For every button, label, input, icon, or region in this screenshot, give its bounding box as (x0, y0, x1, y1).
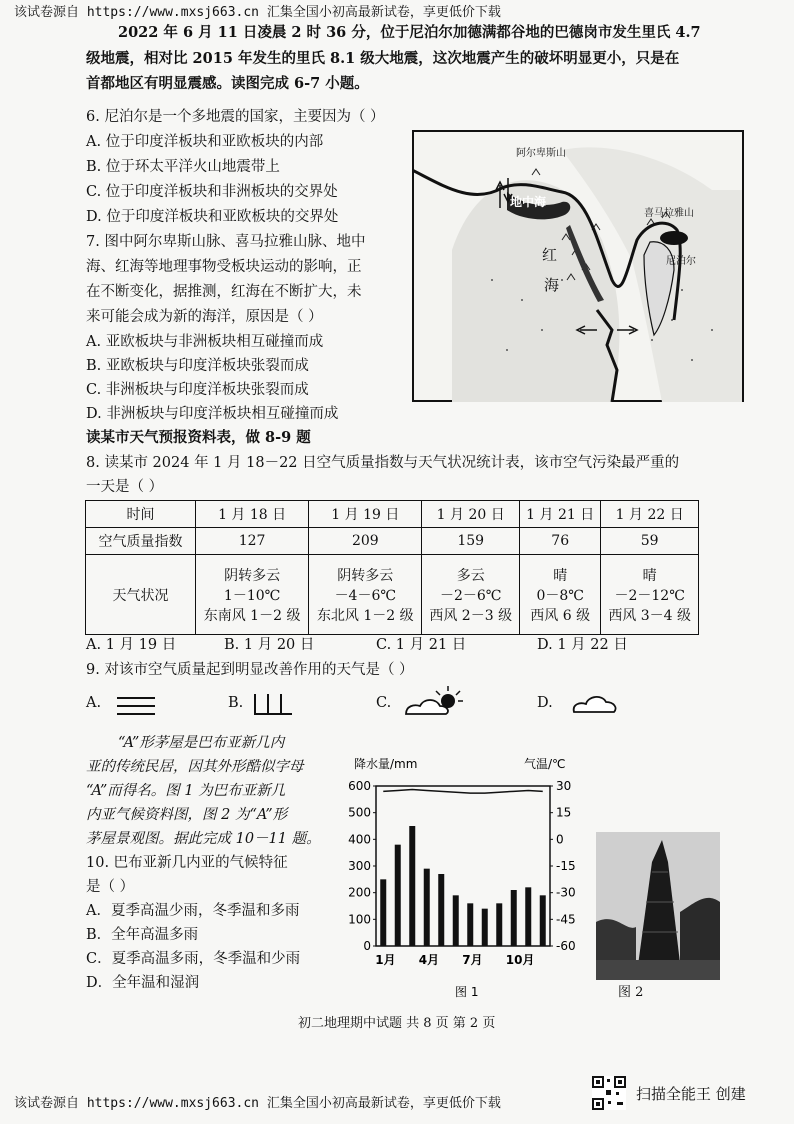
map-label-mediterranean: 地中海 (510, 195, 547, 209)
table-header-cell: 1 月 18 日 (196, 501, 309, 528)
y-left-tick-label: 300 (348, 859, 371, 873)
weather-table (85, 500, 699, 635)
table-cell: 晴 －2－12℃ 西风 3－4 级 (601, 555, 699, 635)
q7-stem-2: 海、红海等地理事物受板块运动的影响，正 (86, 259, 362, 275)
q8-option-b[interactable]: B. 1 月 20 日 (224, 637, 315, 653)
q9-stem: 9. 对该市空气质量起到明显改善作用的天气是（ ） (86, 662, 414, 678)
intro-line-1: 2022 年 6 月 11 日凌晨 2 时 36 分，位于尼泊尔加德满都谷地的巴德岗市发生里氏 4.7 (118, 24, 701, 41)
cloudy-icon (570, 690, 620, 718)
map-label-alps: 阿尔卑斯山 (516, 148, 566, 159)
precip-bar (496, 903, 502, 946)
table-cell: 晴 0－8℃ 西风 6 级 (520, 555, 601, 635)
map-label-red: 红 (542, 246, 558, 264)
table-header-cell: 1 月 20 日 (422, 501, 520, 528)
q7-stem-3: 在不断变化，据推测，红海在不断扩大，未 (86, 284, 362, 300)
table-row (86, 555, 699, 635)
q9-option-b[interactable]: B. (228, 695, 244, 711)
y-left-tick-label: 200 (348, 885, 371, 900)
precip-bar (511, 890, 517, 946)
table-cell: 159 (422, 528, 520, 555)
y-right-tick-label: 30 (556, 779, 572, 793)
table-cell: 空气质量指数 (86, 528, 196, 555)
scanner-watermark: 扫描全能王 创建 (636, 1085, 746, 1103)
png-passage-1: “A”形茅屋是巴布亚新几内 (118, 735, 285, 751)
fig2-label: 图 2 (618, 985, 644, 1000)
y-right-tick-label: 15 (556, 805, 572, 820)
precip-bar (424, 869, 430, 946)
table-header-cell: 1 月 22 日 (601, 501, 699, 528)
q6-option-b[interactable]: B. 位于环太平洋火山地震带上 (86, 159, 280, 175)
q8-stem-2: 一天是（ ） (86, 479, 164, 495)
read-instruction: 读某市天气预报资料表，做 8-9 题 (86, 429, 311, 446)
q9-option-a[interactable]: A. (86, 695, 102, 711)
y-left-tick-label: 500 (348, 805, 371, 820)
q7-option-a[interactable]: A. 亚欧板块与非洲板块相互碰撞而成 (86, 334, 324, 350)
table-cell: 天气状况 (86, 555, 196, 635)
q10-option-b[interactable]: B．全年高温多雨 (86, 927, 199, 943)
chart-left-label: 降水量/mm (354, 757, 418, 771)
table-cell: 59 (601, 528, 699, 555)
map-label-himalaya: 喜马拉雅山 (644, 208, 694, 219)
table-cell: 127 (196, 528, 309, 555)
q8-option-a[interactable]: A. 1 月 19 日 (86, 637, 177, 653)
q9-option-d[interactable]: D. (537, 695, 553, 711)
q8-option-c[interactable]: C. 1 月 21 日 (376, 637, 467, 653)
intro-line-3: 首都地区有明显震感。读图完成 6-7 小题。 (86, 75, 369, 92)
table-cell: 多云 －2－6℃ 西风 2－3 级 (422, 555, 520, 635)
precip-bar (453, 895, 459, 946)
source-header: 该试卷源自 https://www.mxsj663.cn 汇集全国小初高最新试卷，享更低价下载 (14, 5, 501, 20)
q7-stem-4: 来可能会成为新的海洋，原因是（ ） (86, 309, 323, 325)
x-tick-label: 10月 (505, 953, 535, 967)
y-right-tick-label: -60 (556, 939, 576, 953)
y-right-tick-label: -15 (556, 859, 576, 873)
rain-symbol-icon (252, 692, 296, 718)
precip-bar (380, 879, 386, 946)
q7-option-d[interactable]: D. 非洲板块与印度洋板块相互碰撞而成 (86, 406, 339, 422)
precip-bar (409, 826, 415, 946)
q10-option-d[interactable]: D．全年温和湿润 (86, 975, 200, 991)
table-header-cell: 1 月 19 日 (309, 501, 422, 528)
q10-option-c[interactable]: C．夏季高温多雨，冬季温和少雨 (86, 951, 301, 967)
table-header-row (86, 501, 699, 528)
precip-bar (395, 845, 401, 946)
precip-bar (438, 874, 444, 946)
climate-chart (336, 752, 596, 1002)
precip-bar (467, 903, 473, 946)
temperature-line (383, 790, 543, 794)
q10-stem-1: 10. 巴布亚新几内亚的气候特征 (86, 855, 288, 871)
x-tick-label: 4月 (418, 953, 440, 967)
y-right-tick-label: -45 (556, 912, 576, 927)
precip-bar (540, 895, 546, 946)
table-header-cell: 时间 (86, 501, 196, 528)
precip-bar (482, 909, 488, 946)
q9-option-c[interactable]: C. (376, 695, 392, 711)
png-passage-4: 内亚气候资料图，图 2 为“A”形 (86, 807, 288, 823)
q8-stem-1: 8. 读某市 2024 年 1 月 18－22 日空气质量指数与天气状况统计表，该市空气污染最严重的 (86, 455, 680, 471)
q6-option-c[interactable]: C. 位于印度洋板块和非洲板块的交界处 (86, 184, 338, 200)
table-cell: 76 (520, 528, 601, 555)
y-left-tick-label: 400 (348, 832, 371, 847)
partly-cloudy-icon (402, 684, 464, 720)
qr-code-icon (592, 1076, 626, 1110)
x-tick-label: 1月 (375, 953, 396, 967)
map-label-nepal: 尼泊尔 (666, 256, 696, 267)
q10-stem-2: 是（ ） (86, 879, 135, 895)
chart-fig1-label: 图 1 (455, 985, 479, 999)
map-label-sea: 海 (544, 276, 560, 294)
y-left-tick-label: 0 (363, 939, 371, 953)
y-right-tick-label: 0 (556, 832, 564, 847)
table-header-cell: 1 月 21 日 (520, 501, 601, 528)
png-passage-2: 亚的传统民居，因其外形酷似字母 (86, 759, 304, 775)
a-frame-hut-photo (596, 832, 720, 980)
q7-option-b[interactable]: B. 亚欧板块与印度洋板块张裂而成 (86, 358, 309, 374)
q6-stem: 6. 尼泊尔是一个多地震的国家，主要因为（ ） (86, 109, 385, 125)
chart-right-label: 气温/℃ (524, 757, 566, 771)
intro-line-2: 级地震，相对比 2015 年发生的里氏 8.1 级大地震，这次地震产生的破坏明显更小，只是在 (86, 50, 680, 67)
source-footer: 该试卷源自 https://www.mxsj663.cn 汇集全国小初高最新试卷，享更低价下载 (14, 1096, 501, 1111)
q8-option-d[interactable]: D. 1 月 22 日 (537, 637, 628, 653)
plate-map (412, 130, 744, 402)
q7-stem-1: 7. 图中阿尔卑斯山脉、喜马拉雅山脉、地中 (86, 234, 366, 250)
haze-symbol-icon (115, 694, 157, 718)
q6-option-d[interactable]: D. 位于印度洋板块和亚欧板块的交界处 (86, 209, 339, 225)
precip-bar (525, 887, 531, 946)
y-left-tick-label: 100 (348, 912, 371, 927)
x-tick-label: 7月 (462, 953, 483, 967)
table-row (86, 528, 699, 555)
png-passage-3: “A”而得名。图 1 为巴布亚新几 (86, 783, 286, 799)
y-right-tick-label: -30 (556, 885, 576, 900)
png-passage-5: 茅屋景观图。据此完成 10－11 题。 (86, 831, 321, 847)
table-cell: 阴转多云 1－10℃ 东南风 1－2 级 (196, 555, 309, 635)
q10-option-a[interactable]: A．夏季高温少雨，冬季温和多雨 (86, 903, 300, 919)
q6-option-a[interactable]: A. 位于印度洋板块和亚欧板块的内部 (86, 134, 324, 150)
page-footer: 初二地理期中试题 共 8 页 第 2 页 (298, 1016, 496, 1031)
q7-option-c[interactable]: C. 非洲板块与印度洋板块张裂而成 (86, 382, 309, 398)
chart-frame (376, 786, 550, 946)
table-cell: 阴转多云 －4－6℃ 东北风 1－2 级 (309, 555, 422, 635)
y-left-tick-label: 600 (348, 779, 371, 793)
table-cell: 209 (309, 528, 422, 555)
